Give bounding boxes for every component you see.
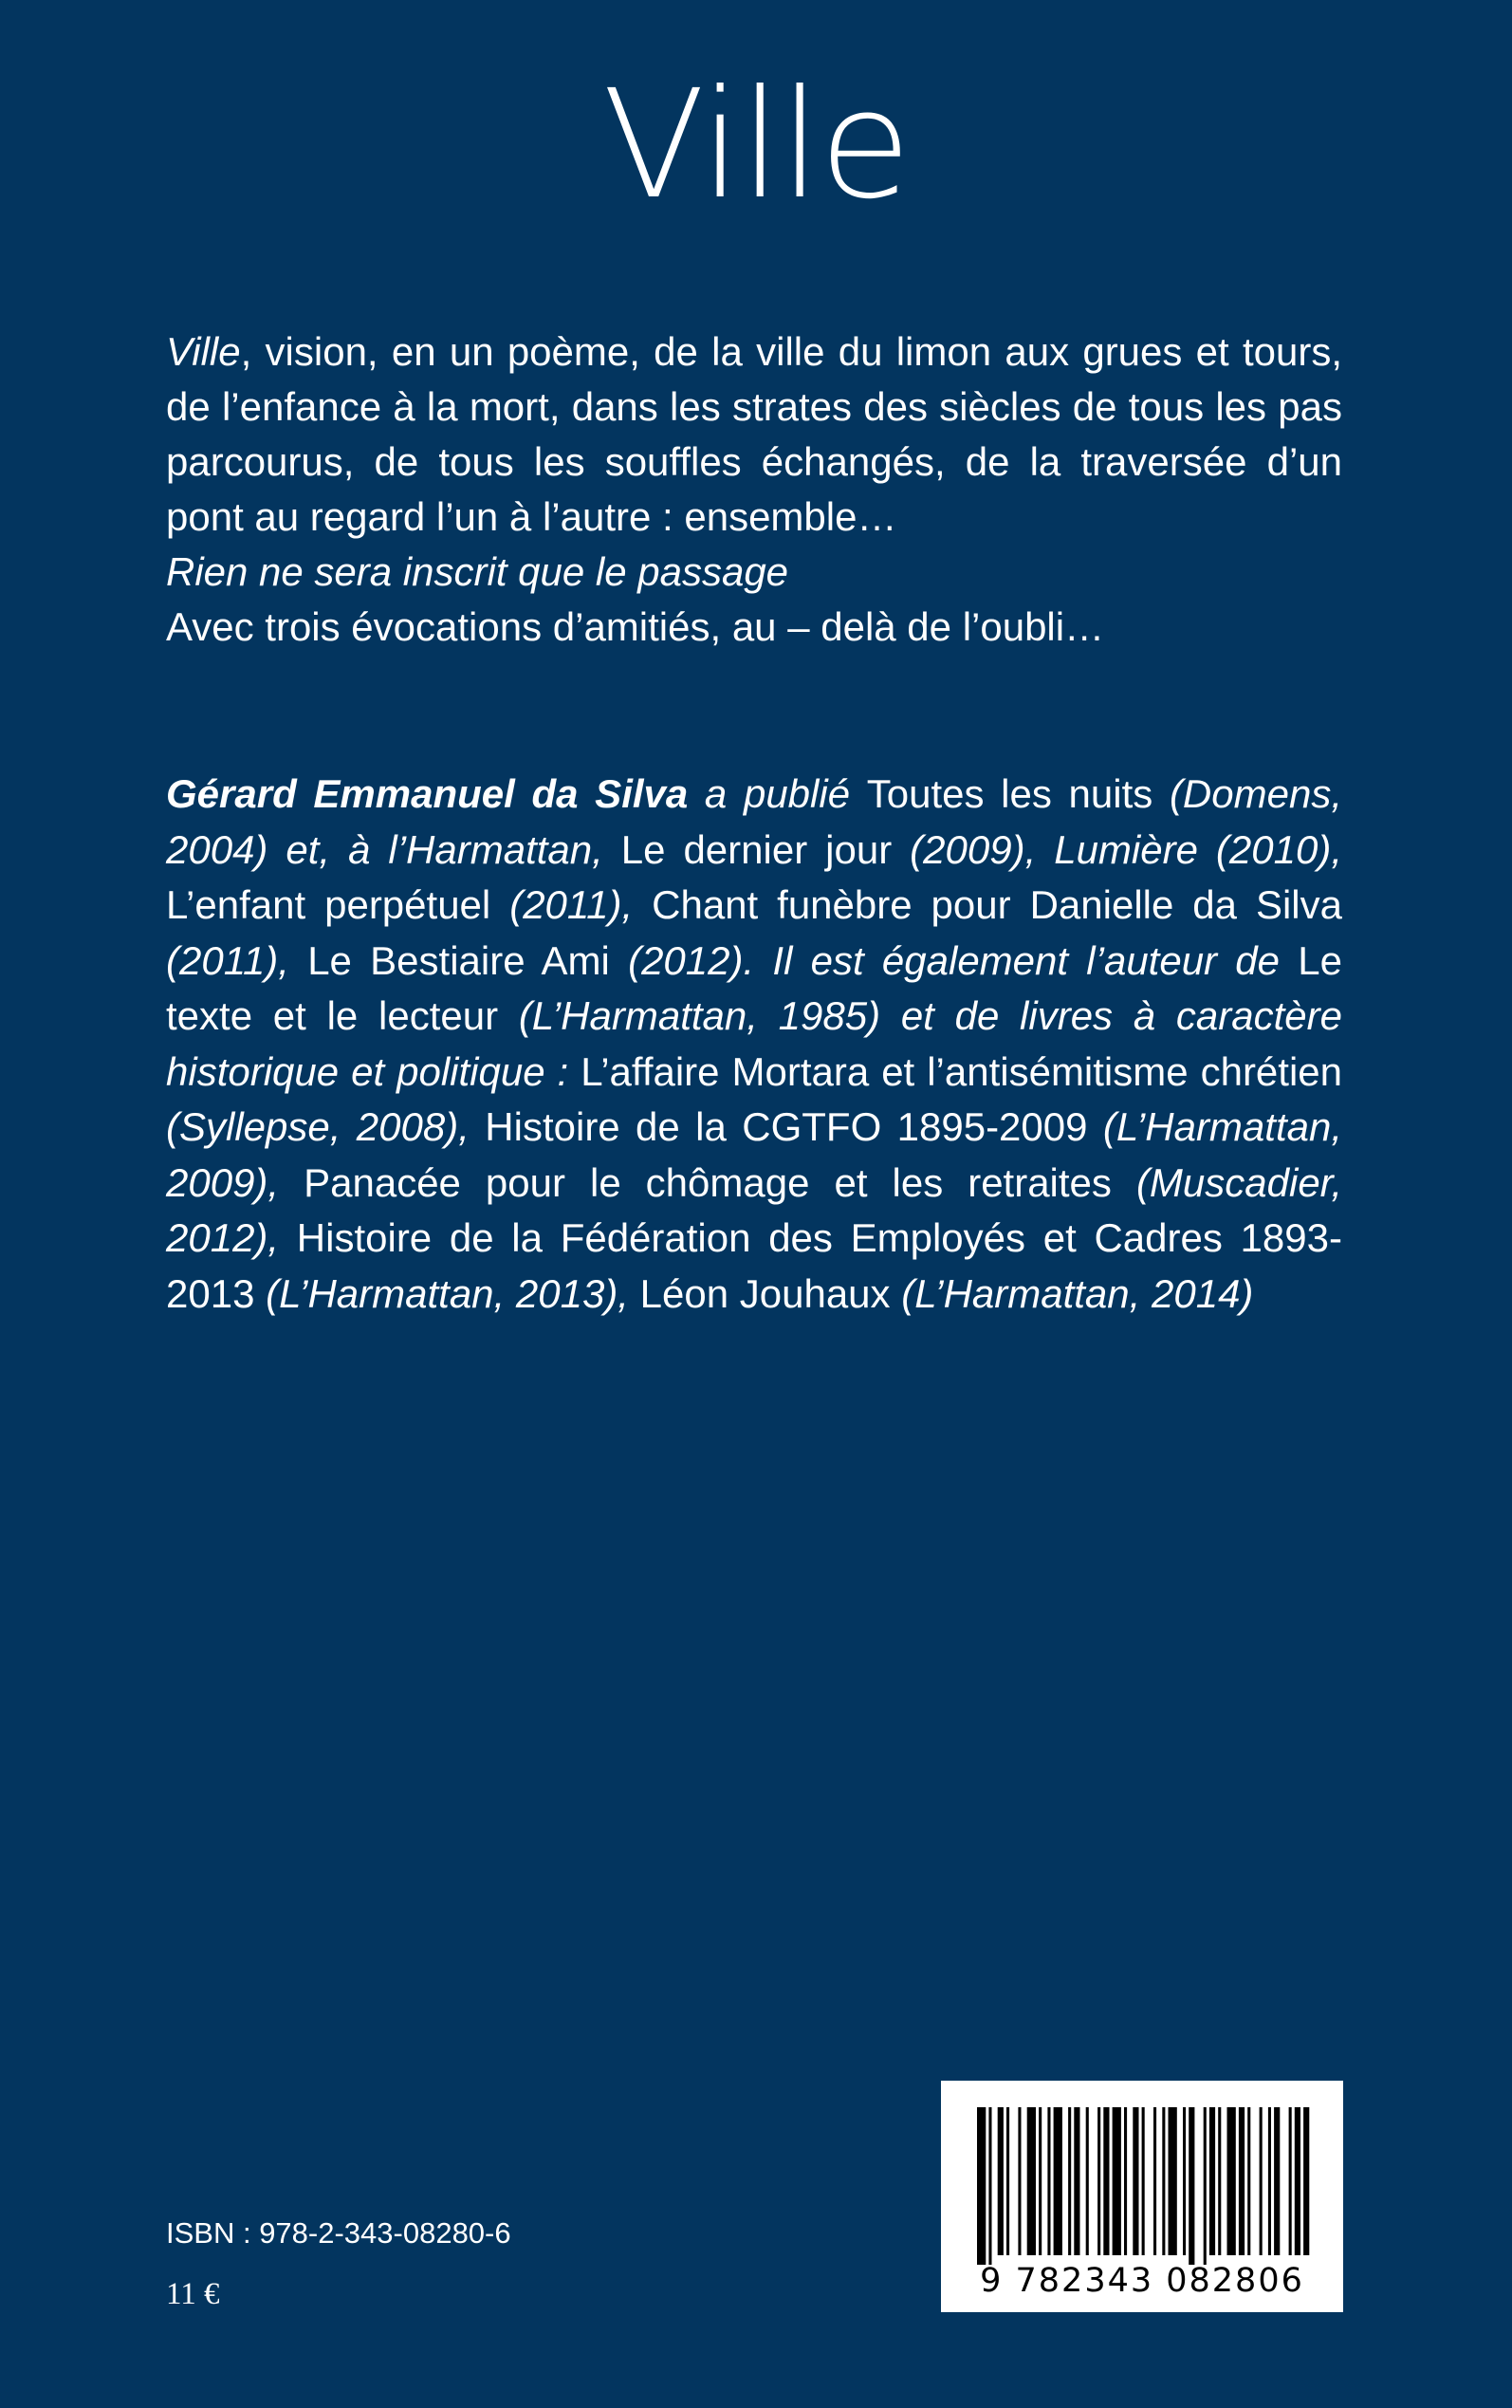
barcode-bar xyxy=(1113,2107,1121,2255)
barcode-bar xyxy=(1268,2107,1271,2255)
bio-s14: L’affaire Mortara et l’antisémitisme chrétien xyxy=(581,1048,1342,1094)
barcode xyxy=(941,2081,1343,2312)
bio-s8: Chant funèbre pour Danielle da Silva xyxy=(652,882,1342,927)
bio-s16: Histoire de la CGTFO 1895-2009 xyxy=(485,1104,1103,1149)
bio-s4: Le dernier jour xyxy=(620,826,911,872)
barcode-bar xyxy=(1289,2107,1292,2255)
blurb-text-1: , vision, en un poème, de la ville du limon aux grues et tours, de l’enfance à la mort, dans les strates des siècles de tous les pas parcourus, de tous les souffles échangés, de la traversée d’un pont au regard l’un à l’autre : ensemble… xyxy=(166,329,1342,539)
author-name: Gérard Emmanuel da Silva xyxy=(166,771,689,816)
barcode-bar xyxy=(1086,2107,1089,2255)
barcode-bar xyxy=(1303,2107,1309,2255)
barcode-bar xyxy=(1260,2107,1263,2255)
barcode-bar xyxy=(1209,2107,1215,2255)
barcode-bar xyxy=(1074,2107,1079,2255)
bio-s2: Toutes les nuits xyxy=(866,771,1170,816)
bio-s6: L’enfant perpétuel xyxy=(166,882,510,927)
bio-s11: (2012). Il est également l’auteur de xyxy=(628,937,1299,983)
blurb-quote: Rien ne sera inscrit que le passage xyxy=(166,549,789,594)
barcode-bar xyxy=(1047,2107,1050,2255)
bio-paragraph xyxy=(166,767,1342,1322)
bio-s17: (L’Harmattan, 2009), xyxy=(166,1104,1342,1205)
barcode-bar xyxy=(1189,2107,1194,2265)
barcode-bar xyxy=(1183,2107,1186,2255)
bio-s5: (2009), Lumière (2010), xyxy=(910,826,1342,872)
blurb-paragraph-1 xyxy=(166,324,1342,545)
barcode-bar xyxy=(1227,2107,1236,2255)
barcode-bar xyxy=(1142,2107,1145,2255)
barcode-bar xyxy=(1133,2107,1138,2255)
bio-s23: (L’Harmattan, 2014) xyxy=(901,1270,1254,1316)
barcode-bar xyxy=(1103,2107,1109,2255)
bio-s7: (2011), xyxy=(509,882,653,927)
barcode-bar xyxy=(1097,2107,1100,2255)
barcode-bar xyxy=(1039,2107,1042,2255)
bio-s15: (Syllepse, 2008), xyxy=(166,1104,486,1149)
barcode-bar xyxy=(1153,2107,1156,2255)
barcode-bar xyxy=(1247,2107,1250,2255)
bio-s21: (L’Harmattan, 2013), xyxy=(266,1270,640,1316)
bio-s12: Le texte et le lecteur xyxy=(166,937,1342,1038)
barcode-bar xyxy=(1274,2107,1280,2255)
barcode-bar xyxy=(998,2107,1004,2255)
barcode-bar xyxy=(1054,2107,1062,2255)
bio-s20: Histoire de la Fédération des Employés et Cadres 1893-2013 xyxy=(166,1215,1342,1316)
blurb xyxy=(166,324,1342,655)
book-title: Ville xyxy=(602,58,910,232)
barcode-bar xyxy=(1218,2107,1221,2255)
barcode-digits: 9 782343 082806 xyxy=(980,2262,1304,2300)
isbn: ISBN : 978-2-343-08280-6 xyxy=(166,2216,511,2250)
barcode-bar xyxy=(1162,2107,1165,2255)
price: 11 € xyxy=(166,2277,220,2311)
bio-s19: (Muscadier, 2012), xyxy=(166,1159,1343,1260)
barcode-bar xyxy=(1239,2107,1245,2255)
bio-s10: Le Bestiaire Ami xyxy=(307,937,629,983)
barcode-bar xyxy=(1295,2107,1300,2255)
barcode-bar xyxy=(988,2107,991,2265)
bio-s3: (Domens, 2004) et, à l’Harmattan, xyxy=(166,771,1342,872)
barcode-bar xyxy=(1018,2107,1021,2255)
barcode-bar xyxy=(1027,2107,1036,2255)
barcode-bar xyxy=(1006,2107,1009,2255)
blurb-text-3: Avec trois évocations d’amitiés, au – delà de l’oubli… xyxy=(166,604,1105,649)
bio-s18: Panacée pour le chômage et les retraites xyxy=(304,1159,1136,1205)
bio-s9: (2011), xyxy=(166,937,308,983)
blurb-title-italic: Ville xyxy=(166,329,241,374)
bio-s13: (L’Harmattan, 1985) et de livres à caractère historique et politique : xyxy=(166,993,1342,1094)
bio-s1: a publié xyxy=(688,771,867,816)
barcode-bar xyxy=(1169,2107,1177,2255)
bio-s22: Léon Jouhaux xyxy=(639,1270,902,1316)
barcode-bar xyxy=(1204,2107,1207,2265)
barcode-bar xyxy=(977,2107,986,2265)
barcode-bar xyxy=(1124,2107,1127,2255)
author-bio xyxy=(166,767,1342,1322)
barcode-bar xyxy=(1068,2107,1071,2255)
